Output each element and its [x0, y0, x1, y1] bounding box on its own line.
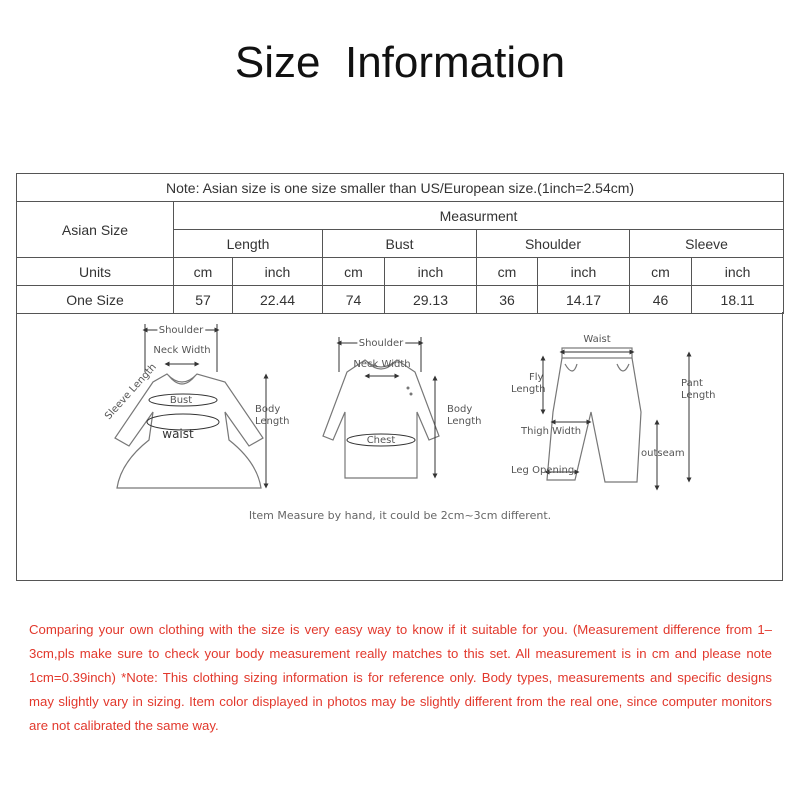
size-table	[16, 173, 784, 314]
table-note: Note: Asian size is one size smaller than US/European size.(1inch=2.54cm)	[17, 174, 784, 202]
bust-cm-value: 74	[323, 286, 385, 314]
pants-fly-length-label: Length	[511, 384, 546, 395]
pants-waistband-icon	[562, 348, 632, 358]
top-body-label: Body	[447, 404, 473, 415]
dress-body-label: Body	[255, 404, 281, 415]
unit-cell: cm	[323, 258, 385, 286]
row-label: One Size	[17, 286, 174, 314]
pants-thigh-width-label: Thigh Width	[521, 426, 582, 437]
top-outline-icon	[323, 360, 439, 478]
length-cm-value: 57	[174, 286, 233, 314]
measure-note: Item Measure by hand, it could be 2cm~3cm different.	[248, 509, 552, 522]
dress-waist-label: waist	[162, 427, 194, 441]
sleeve-cm-value: 46	[630, 286, 692, 314]
pants-diagram	[511, 334, 716, 488]
header-row-1	[17, 202, 784, 230]
bust-inch-value: 29.13	[385, 286, 477, 314]
dress-sleeve-length-label: Sleeve Length	[103, 361, 159, 423]
dress-neckline	[169, 376, 195, 384]
shoulder-header: Shoulder	[477, 230, 630, 258]
dress-shoulder-label: Shoulder	[158, 325, 204, 336]
units-label: Units	[17, 258, 174, 286]
measurement-diagrams	[17, 312, 782, 580]
unit-cell: cm	[477, 258, 538, 286]
unit-cell: inch	[692, 258, 784, 286]
bust-header: Bust	[323, 230, 477, 258]
dress-length-label: Length	[255, 416, 290, 427]
pants-waist-label: Waist	[583, 334, 611, 345]
pants-fly-label: Fly	[529, 372, 544, 383]
disclaimer-text: Comparing your own clothing with the size is very easy way to know if it suitable for you. (Measurement difference from 1– 3cm,pls make sure to check your body measurement really matches to this set. All measurement is in cm and please note 1cm=0.39inch) *Note: This clothing sizing information is for reference only. Body types, measurements and specific designs may slightly vary in sizing. Item color displayed in photos may be slightly different from the real one, since computer monitors are not calibrated the same way.	[29, 622, 772, 733]
unit-cell: inch	[538, 258, 630, 286]
shoulder-inch-value: 14.17	[538, 286, 630, 314]
dress-neck-width-label: Neck Width	[153, 345, 211, 356]
length-inch-value: 22.44	[233, 286, 323, 314]
pants-outline-icon	[547, 358, 641, 482]
asian-size-header: Asian Size	[17, 202, 174, 258]
shoulder-cm-value: 36	[477, 286, 538, 314]
top-neck-width-label: Neck Width	[353, 359, 411, 370]
top-chest-label: Chest	[366, 435, 396, 446]
pants-pant-length-label: Length	[681, 390, 716, 401]
page-title: Size Information	[234, 38, 566, 87]
top-diagram	[323, 337, 482, 478]
length-header: Length	[174, 230, 323, 258]
pants-outseam-label: outseam	[641, 448, 685, 459]
sleeve-inch-value: 18.11	[692, 286, 784, 314]
unit-cell: inch	[233, 258, 323, 286]
top-shoulder-label: Shoulder	[358, 338, 404, 349]
unit-cell: cm	[630, 258, 692, 286]
measurement-diagram-panel	[16, 312, 783, 581]
one-size-row	[17, 286, 784, 314]
dress-bust-label: Bust	[169, 395, 193, 406]
unit-cell: cm	[174, 258, 233, 286]
measurement-header: Measurment	[174, 202, 784, 230]
unit-cell: inch	[385, 258, 477, 286]
top-length-label: Length	[447, 416, 482, 427]
pants-pocket-right	[617, 364, 629, 371]
dress-diagram	[103, 324, 289, 488]
units-row	[17, 258, 784, 286]
pants-pant-label: Pant	[681, 378, 703, 389]
note-row	[17, 174, 784, 202]
sleeve-header: Sleeve	[630, 230, 784, 258]
top-button	[407, 387, 410, 390]
top-button	[410, 393, 413, 396]
pants-pocket-left	[565, 364, 577, 371]
pants-leg-opening-label: Leg Opening	[511, 465, 575, 476]
